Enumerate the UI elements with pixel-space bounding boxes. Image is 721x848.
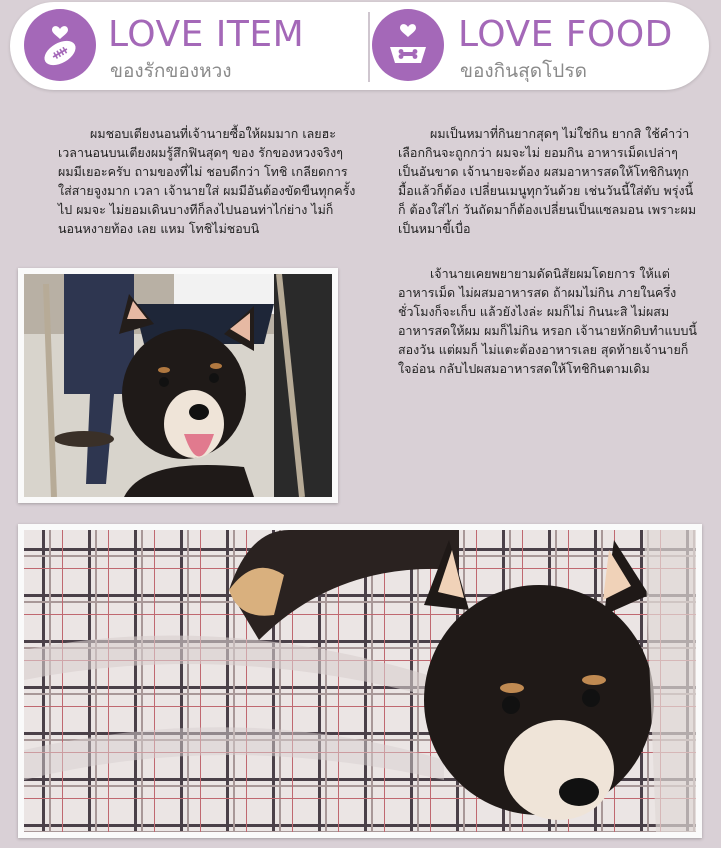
dog-on-bed-photo [18, 524, 702, 838]
love-item-subtitle: ของรักของหวง [110, 60, 232, 82]
love-item-title: LOVE ITEM [108, 14, 305, 55]
football-heart-icon [24, 9, 96, 81]
dog-bowl-heart-icon [372, 9, 444, 81]
love-food-title: LOVE FOOD [458, 14, 673, 55]
dog-on-chair-photo [18, 268, 338, 503]
love-food-subtitle: ของกินสุดโปรด [460, 60, 587, 82]
header-divider [368, 12, 370, 82]
love-food-paragraph-2: เจ้านายเคยพยายามดัดนิสัยผมโดยการ ให้แต่อาหารเม็ด ไม่ผสมอาหารสด ถ้าผมไม่กิน ภายในครึ่งชั่วโมงก็จะเก็บ แล้วยังไงล่ะ ผมก็ไม่ กินนะสิ ไม่ผสมอาหารสดให้ผม ผมก็ไม่กิน หรอก เจ้านายหักดิบทำแบบนี้สองวัน แต่ผมก็ ไม่แตะต้องอาหารเลย สุดท้ายเจ้านายก็ใจอ่อน กลับไปผสมอาหารสดให้โทชิกินตามเดิม [398, 266, 697, 376]
love-food-paragraph-1: ผมเป็นหมาที่กินยากสุดๆ ไม่ใช่กิน ยากสิ ใช้คำว่าเลือกกินจะถูกกว่า ผมจะไม่ ยอมกิน อาหารเม็ดเปล่าๆเป็นอันขาด เจ้านายจะต้อง ผสมอาหารสดให้โทชิกินทุกมื้อแล้วก็ต้อง เปลี่ยนเมนูทุกวันด้วย เช่นวันนี้ใส่ตับ พรุ่งนี้ก็ ต้องใส่ไก่ วันถัดมาก็ต้องเปลี่ยนเป็นแซลมอน เพราะผมเป็นหมาขี้เบื่อ [398, 126, 697, 236]
love-item-paragraph: ผมชอบเตียงนอนที่เจ้านายซื้อให้ผมมาก เลยฮะ เวลานอนบนเตียงผมรู้สึกฟินสุดๆ ของ รักของหวงจริงๆ ผมมีเยอะครับ ถามของที่ไม่ ชอบดีกว่า โทชิ เกลียดการใส่สายจูงมาก เวลา เจ้านายใส่ ผมมีอันต้องขัดขืนทุกครั้งไป ผมจะ ไม่ยอมเดินบางทีก็ลงไปนอนท่าไก่ย่าง ไม่ก็ นอนหงายท้อง เลย แหม โทชิไม่ชอบนิ [58, 126, 356, 236]
